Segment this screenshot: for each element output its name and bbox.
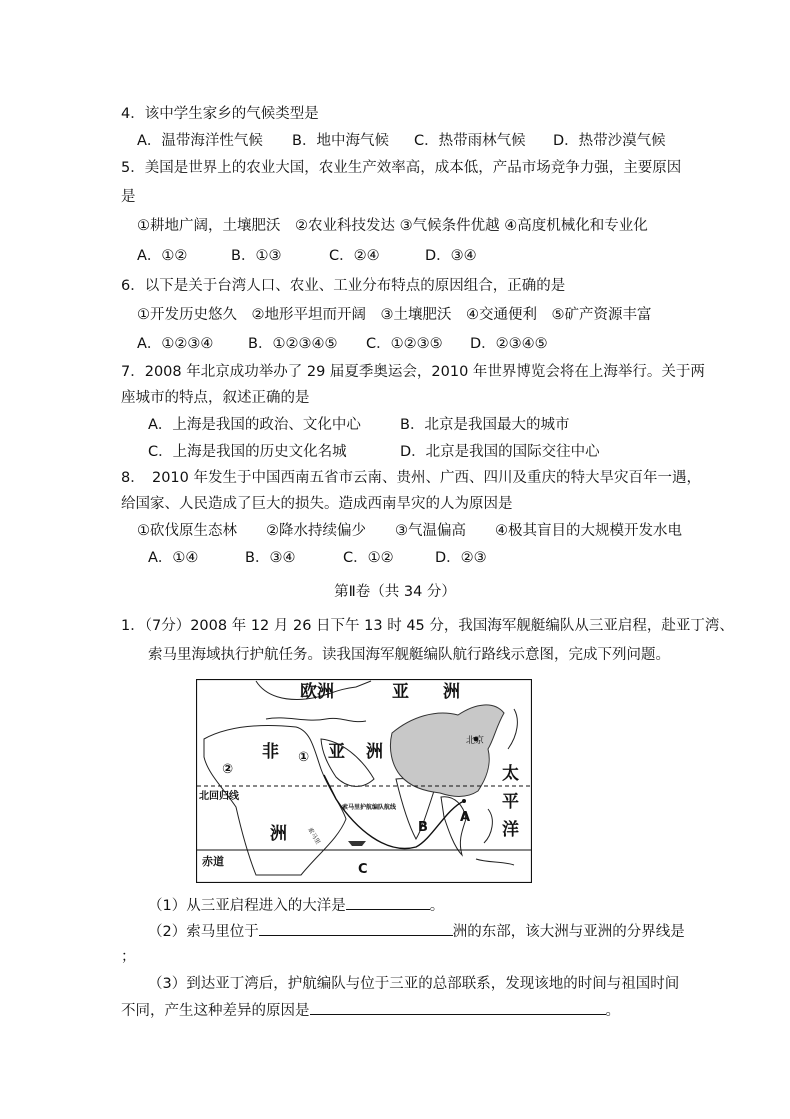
q8-option-a: A．①④: [148, 550, 199, 566]
q5-option-a: A．①②: [137, 248, 188, 264]
q1-sub1-blank[interactable]: [346, 895, 430, 910]
q8-stem-line1: 8． 2010 年发生于中国西南五省市云南、贵州、广西、四川及重庆的特大旱灾百年一遇，: [121, 470, 701, 486]
q4-stem: 4．该中学生家乡的气候类型是: [121, 106, 319, 122]
q4-option-d: D．热带沙漠气候: [553, 133, 666, 149]
q1-sub3-blank[interactable]: [310, 1000, 606, 1015]
q7-option-d: D．北京是我国的国际交往中心: [400, 444, 600, 460]
q5-stem-line2: 是: [121, 189, 136, 205]
q7-option-a: A．上海是我国的政治、文化中心: [148, 417, 361, 433]
label-pacific-ping: 平: [502, 792, 519, 812]
label-somalia: 索马里: [306, 826, 322, 846]
q5-option-c: C．②④: [329, 248, 380, 264]
q1-stem-line2: 索马里海域执行护航任务。读我国海军舰艇编队航行路线示意图，完成下列问题。: [148, 647, 670, 663]
q1-sub3-line2: [121, 1000, 620, 1021]
q1-sub1-end: 。: [429, 898, 445, 914]
label-beijing: 北京: [466, 736, 485, 746]
label-europe: 欧洲: [300, 682, 334, 702]
q6-items: ①开发历史悠久 ②地形平坦而开阔 ③土壤肥沃 ④交通便利 ⑤矿产资源丰富: [137, 307, 652, 323]
section2-title: 第Ⅱ卷（共 34 分）: [334, 584, 456, 600]
label-route-note: 索马里护航编队航线: [342, 804, 397, 811]
q5-items: ①耕地广阔，土壤肥沃 ②农业科技发达 ③气候条件优越 ④高度机械化和专业化: [137, 218, 648, 234]
q6-option-a: A．①②③④: [137, 336, 214, 352]
label-circle-1: ①: [298, 750, 310, 765]
q8-option-c: C．①②: [343, 550, 394, 566]
label-africa-2: 洲: [270, 824, 287, 844]
label-circle-2: ②: [222, 762, 234, 777]
q7-stem-line2: 座城市的特点，叙述正确的是: [121, 390, 310, 406]
q1-sub3-end: 。: [605, 1003, 620, 1019]
label-pacific-tai: 太: [502, 764, 519, 784]
label-africa-1: 非: [262, 742, 279, 762]
q6-option-c: C．①②③⑤: [366, 336, 443, 352]
q5-option-d: D．③④: [425, 248, 477, 264]
q6-option-b: B．①②③④⑤: [248, 336, 338, 352]
q1-sub3-line1: （3）到达亚丁湾后，护航编队与位于三亚的总部联系，发现该地的时间与祖国时间: [148, 976, 680, 992]
label-c: C: [358, 862, 368, 877]
q4-option-a: A．温带海洋性气候: [137, 133, 263, 149]
q6-stem: 6．以下是关于台湾人口、农业、工业分布特点的原因组合，正确的是: [121, 278, 566, 294]
q1-sub2-text: （2）索马里位于: [148, 924, 259, 940]
q7-stem-line1: 7．2008 年北京成功举办了 29 届夏季奥运会，2010 年世界博览会将在上海举行。关于两: [121, 364, 705, 380]
label-b: B: [418, 820, 428, 835]
q1-stem-line1: 1．（7分）2008 年 12 月 26 日下午 13 时 45 分，我国海军舰艇编队从三亚启程，赴亚丁湾、: [121, 618, 734, 634]
q8-option-d: D．②③: [435, 550, 487, 566]
q4-option-b: B．地中海气候: [292, 133, 389, 149]
q8-stem-line2: 给国家、人民造成了巨大的损失。造成西南旱灾的人为原因是: [121, 496, 513, 512]
q1-sub2-tail: ；: [121, 949, 136, 965]
q4-option-c: C．热带雨林气候: [414, 133, 526, 149]
q1-sub1-text: （1）从三亚启程进入的大洋是: [148, 898, 346, 914]
label-asia: 亚 洲: [392, 682, 460, 702]
label-tropic: 北回归线: [199, 791, 239, 802]
label-a: A: [460, 810, 471, 825]
label-asia-3: 洲: [366, 742, 383, 762]
q5-option-b: B．①③: [231, 248, 282, 264]
q8-items: ①砍伐原生态林 ②降水持续偏少 ③气温偏高 ④极其盲目的大规模开发水电: [137, 523, 682, 539]
label-asia-2: 亚: [328, 742, 345, 762]
label-pacific-yang: 洋: [502, 820, 519, 840]
q6-option-d: D．②③④⑤: [470, 336, 548, 352]
q1-sub1: [148, 895, 444, 916]
q1-sub2-mid: 洲的东部，该大洲与亚洲的分界线是: [452, 924, 685, 940]
q1-sub2: [148, 921, 685, 942]
q1-sub3-text: 不同，产生这种差异的原因是: [121, 1003, 310, 1019]
q8-option-b: B．③④: [245, 550, 296, 566]
q7-option-b: B．北京是我国最大的城市: [400, 417, 570, 433]
q1-sub2-blank[interactable]: [259, 921, 453, 936]
q7-option-c: C．上海是我国的历史文化名城: [148, 444, 347, 460]
label-equator: 赤道: [202, 855, 224, 868]
navy-route-map: [196, 679, 532, 883]
q5-stem-line1: 5．美国是世界上的农业大国，农业生产效率高，成本低，产品市场竞争力强，主要原因: [121, 160, 682, 176]
